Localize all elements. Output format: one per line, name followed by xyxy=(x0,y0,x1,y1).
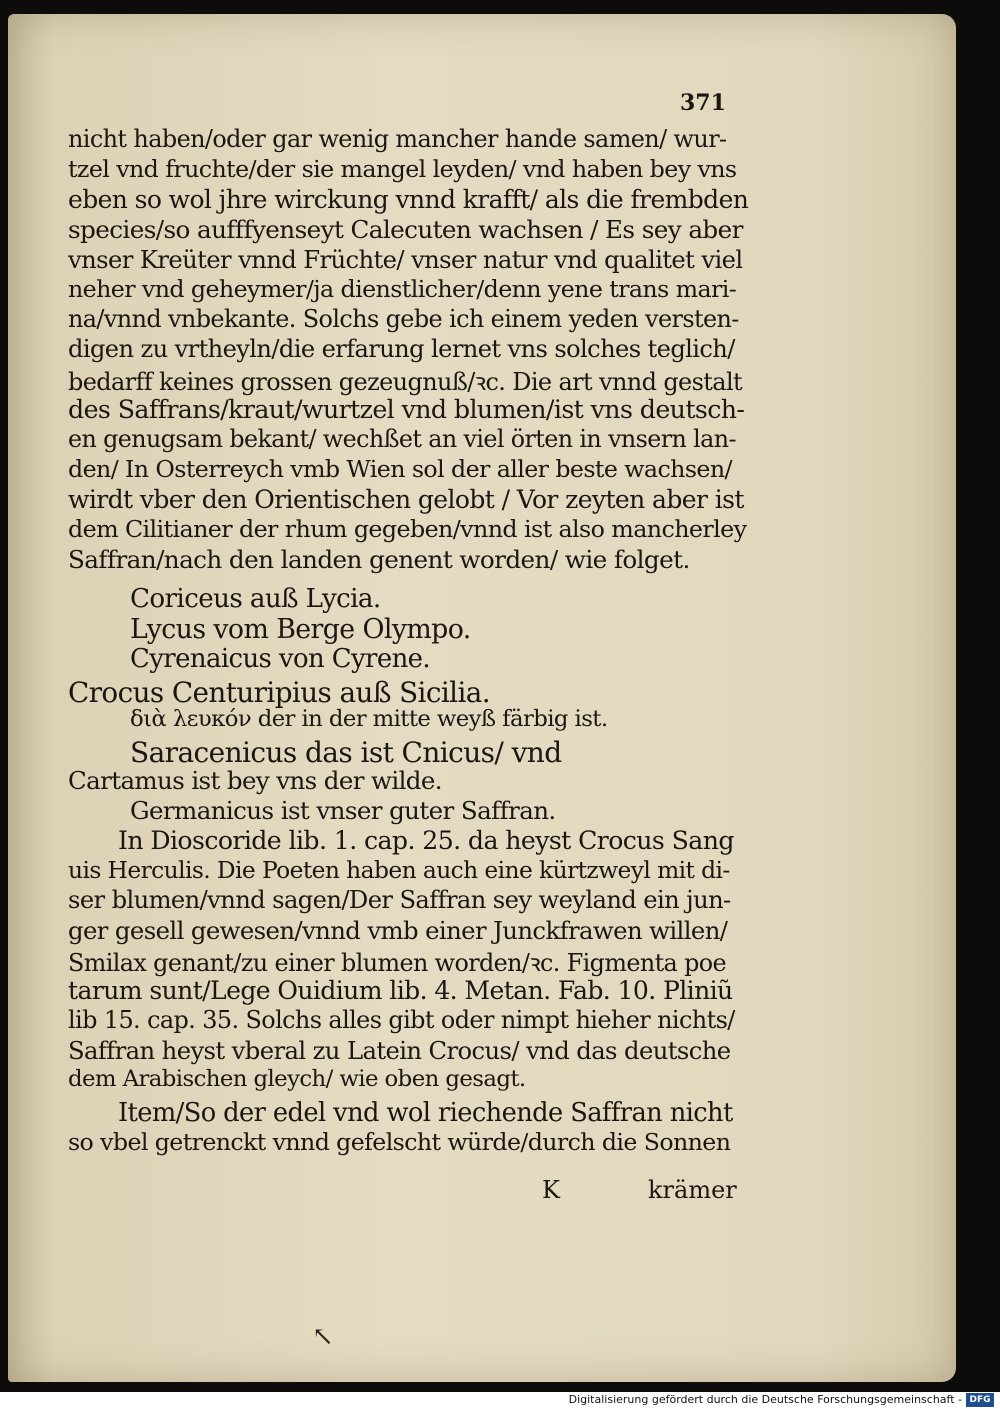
text-line: eben so wol jhre wirckung vnnd krafft/ als die frembden xyxy=(68,185,749,214)
text-line: Saffran heyst vberal zu Latein Crocus/ vnd das deutsche xyxy=(68,1036,731,1065)
stray-mark: ↖ xyxy=(312,1322,334,1352)
text-line: Coriceus auß Lycia. xyxy=(130,584,381,614)
text-line: διὰ λευκόν der in der mitte weyß färbig ist. xyxy=(130,706,608,732)
text-line: digen zu vrtheyln/die erfarung lernet vns solches teglich/ xyxy=(68,335,735,363)
text-line: uis Herculis. Die Poeten haben auch eine kürtzweyl mit di- xyxy=(68,856,730,884)
text-line: wirdt vber den Orientischen gelobt / Vor zeyten aber ist xyxy=(68,485,744,514)
text-line: Saffran/nach den landen genent worden/ wie folget. xyxy=(68,545,690,574)
text-line: Smilax genant/zu einer blumen worden/ꝛc. Figmenta poe xyxy=(68,949,727,977)
text-line: Germanicus ist vnser guter Saffran. xyxy=(130,796,556,825)
page-number: 371 xyxy=(680,90,726,116)
footer-bar xyxy=(0,1392,1000,1409)
text-line: tzel vnd fruchte/der sie mangel leyden/ vnd haben bey vns xyxy=(68,155,737,183)
text-line: Item/So der edel vnd wol riechende Saffran nicht xyxy=(118,1098,733,1128)
footer-credit: Digitalisierung gefördert durch die Deutsche Forschungsgemeinschaft - xyxy=(568,1393,962,1406)
text-line: Lycus vom Berge Olympo. xyxy=(130,614,471,645)
text-line: vnser Kreüter vnnd Früchte/ vnser natur vnd qualitet viel xyxy=(68,245,743,274)
text-line: lib 15. cap. 35. Solchs alles gibt oder nimpt hieher nichts/ xyxy=(68,1006,735,1034)
text-line: ger gesell gewesen/vnnd vmb einer Junckfrawen willen/ xyxy=(68,916,728,945)
dfg-logo: DFG xyxy=(966,1393,994,1407)
text-line: ser blumen/vnnd sagen/Der Saffran sey weyland ein jun- xyxy=(68,886,731,914)
text-line: In Dioscoride lib. 1. cap. 25. da heyst Crocus Sang xyxy=(118,826,734,855)
text-line: des Saffrans/kraut/wurtzel vnd blumen/ist vns deutsch- xyxy=(68,395,745,424)
text-line: na/vnnd vnbekante. Solchs gebe ich einem yeden versten- xyxy=(68,305,739,333)
text-line: Saracenicus das ist Cnicus/ vnd xyxy=(130,736,562,769)
text-line: species/so aufffyenseyt Calecuten wachsen / Es sey aber xyxy=(68,215,743,244)
text-line: dem Arabischen gleych/ wie oben gesagt. xyxy=(68,1066,526,1092)
text-line: neher vnd geheymer/ja dienstlicher/denn yene trans mari- xyxy=(68,275,737,303)
text-line: den/ In Osterreych vmb Wien sol der aller beste wachsen/ xyxy=(68,455,732,483)
catchword: krämer xyxy=(648,1176,737,1204)
text-line: en genugsam bekant/ wechßet an viel örten in vnsern lan- xyxy=(68,425,736,453)
text-line: Crocus Centuripius auß Sicilia. xyxy=(68,676,491,709)
text-line: bedarff keines grossen gezeugnuß/ꝛc. Die art vnnd gestalt xyxy=(68,368,743,396)
text-line: nicht haben/oder gar wenig mancher hande samen/ wur- xyxy=(68,125,727,153)
text-line: dem Cilitianer der rhum gegeben/vnnd ist also mancherley xyxy=(68,515,747,543)
text-line: so vbel getrenckt vnnd gefelscht würde/durch die Sonnen xyxy=(68,1128,731,1156)
text-line: Cartamus ist bey vns der wilde. xyxy=(68,766,442,795)
text-line: tarum sunt/Lege Ouidium lib. 4. Metan. Fab. 10. Pliniũ xyxy=(68,976,733,1005)
text-line: Cyrenaicus von Cyrene. xyxy=(130,644,431,674)
signature-mark: K xyxy=(542,1176,560,1204)
